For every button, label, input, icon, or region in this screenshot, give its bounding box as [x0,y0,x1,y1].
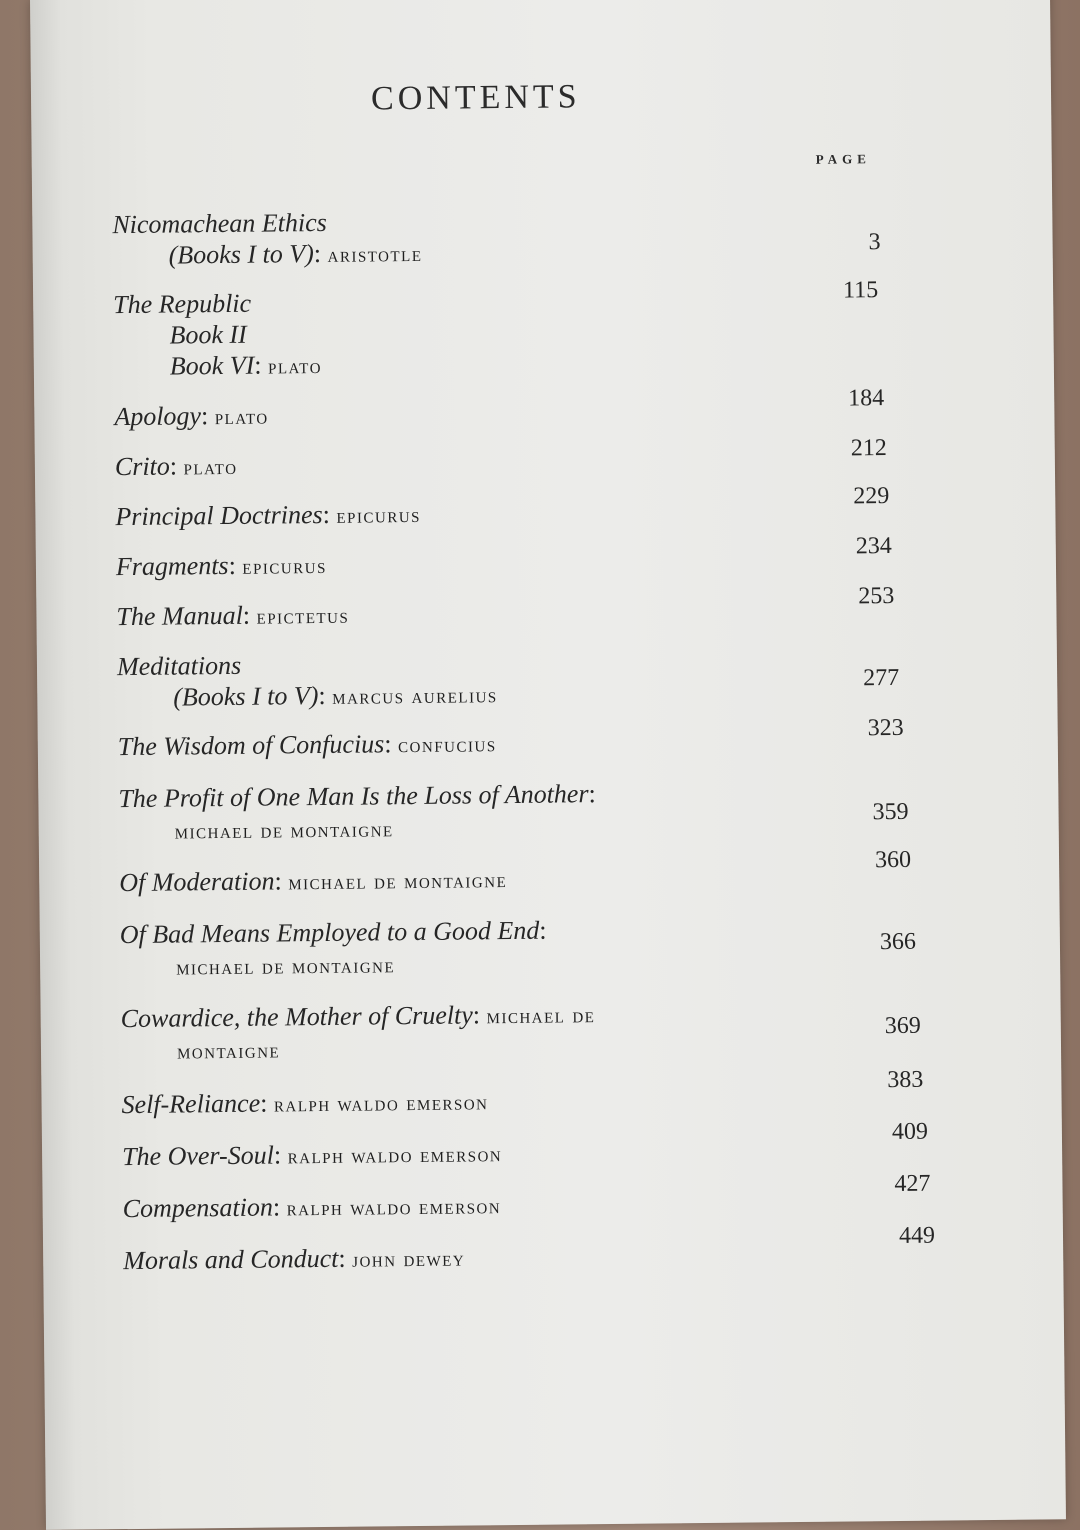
work-title: Nicomachean Ethics [112,207,327,240]
page-number: 359 [872,798,909,826]
work-title: The Wisdom of Confucius [117,729,385,762]
work-title-line: (Books I to V) [168,239,314,270]
toc-entry: The Republic Book II Book VI: plato [113,288,323,381]
work-title: The Republic [113,288,252,320]
page-number: 3 [868,229,881,256]
author-name: epicurus [336,501,422,528]
page-number: 229 [853,483,890,510]
page-number: 115 [842,277,879,304]
work-title: Of Bad Means Employed to a Good End [119,915,540,950]
author-name: michael de montaigne [174,816,394,844]
toc-entry: Fragments: epicurus [115,550,328,582]
toc-entry: Cowardice, the Mother of Cruelty: michael de montaigne [121,998,596,1066]
page-number: 212 [850,435,887,462]
toc-entry: Crito: plato [114,451,238,482]
author-name: plato [214,403,269,430]
author-name: epicurus [242,552,328,579]
page-title: CONTENTS [370,78,581,118]
page-number: 234 [855,533,892,560]
toc-entry: Meditations (Books I to V): marcus aurelius [117,647,498,717]
toc-entry: The Over-Soul: ralph waldo emerson [121,1140,503,1172]
toc-entry: Morals and Conduct: john dewey [123,1243,466,1276]
author-name-continued: montaigne [176,1037,281,1064]
page-number: 409 [891,1118,929,1146]
toc-entry: Of Bad Means Employed to a Good End: michael de montaigne [120,915,547,982]
author-name: plato [183,453,238,480]
toc-entry: The Profit of One Man Is the Loss of Another: michael de montaigne [118,778,596,846]
toc-entry: Nicomachean Ethics (Books I to V): aristotle [112,207,423,270]
work-title-line: (Books I to V) [173,681,319,712]
page-number: 360 [874,846,912,874]
page-number: 449 [898,1222,936,1249]
work-title-line: Book II [169,319,247,350]
author-name: michael de [486,1002,596,1029]
author-name: confucius [397,731,497,758]
work-title: The Manual [116,600,243,632]
author-name: ralph waldo emerson [287,1141,503,1169]
author-name: plato [267,352,323,379]
toc-entry: The Wisdom of Confucius: confucius [117,729,497,762]
toc-entry: Compensation: ralph waldo emerson [122,1192,502,1224]
page-column-label: PAGE [815,151,871,167]
toc-entry: Apology: plato [114,401,269,432]
work-title: The Profit of One Man Is the Loss of Another [118,779,589,814]
page-number: 369 [884,1012,921,1040]
page-number: 277 [863,664,900,692]
work-title: Crito [114,451,170,482]
author-name: epictetus [256,602,350,629]
toc-entry: Of Moderation: michael de montaigne [119,866,508,898]
work-title: Cowardice, the Mother of Cruelty [120,1000,473,1034]
work-title: Fragments [115,550,229,582]
toc-entry: The Manual: epictetus [116,600,350,632]
work-title: Principal Doctrines [115,499,323,532]
show-through-text [394,388,409,455]
page-number: 427 [894,1170,931,1198]
page-number: 253 [858,582,895,610]
author-name: michael de montaigne [176,952,396,980]
author-name: marcus aurelius [332,682,498,709]
work-title-line: Book VI [169,350,255,381]
author-name: aristotle [327,240,423,267]
author-name: john dewey [352,1245,466,1272]
page-number: 323 [867,714,904,742]
author-name: michael de montaigne [288,867,508,895]
page-number: 383 [887,1066,924,1094]
author-name: ralph waldo emerson [273,1089,489,1117]
work-title: Meditations [116,650,242,682]
work-title: Compensation [122,1192,274,1224]
toc-entry: Principal Doctrines: epicurus [115,499,422,532]
book-page [30,0,1066,1530]
toc-entry: Self-Reliance: ralph waldo emerson [121,1088,489,1120]
page-number: 366 [879,928,917,956]
work-title: Self-Reliance [121,1088,261,1120]
work-title: The Over-Soul [121,1140,275,1172]
work-title: Apology [114,401,202,432]
work-title: Morals and Conduct [123,1243,339,1276]
author-name: ralph waldo emerson [286,1193,502,1221]
work-title: Of Moderation [119,866,275,898]
page-number: 184 [848,385,885,412]
